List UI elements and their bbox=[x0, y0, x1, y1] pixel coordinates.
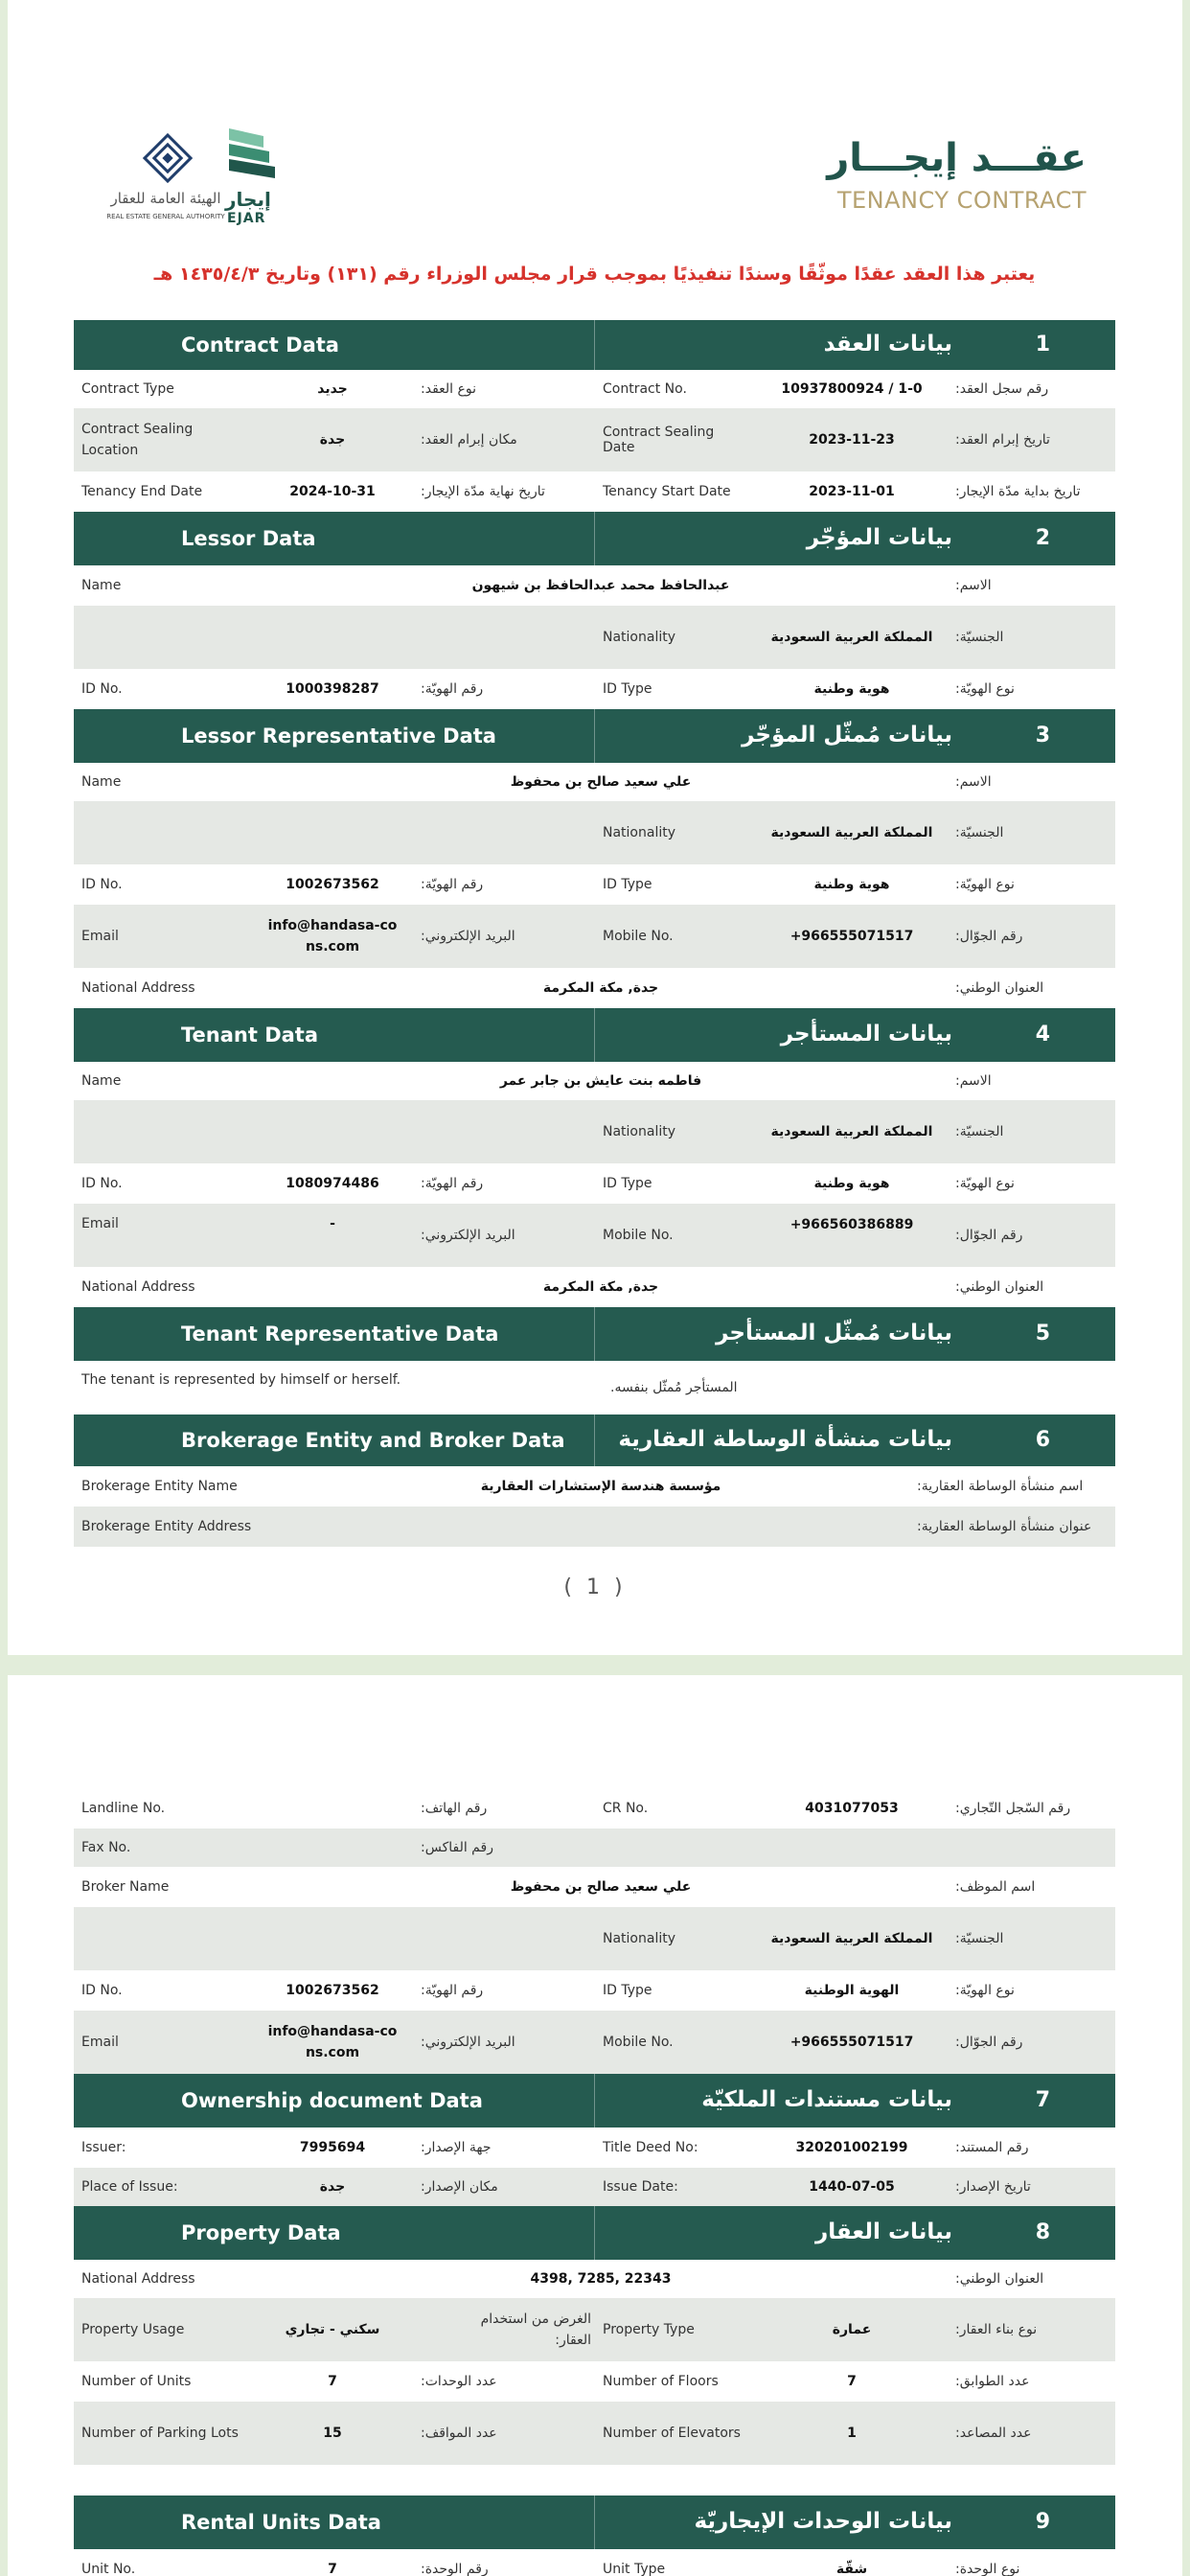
label-ar: البريد الإلكتروني: bbox=[421, 2035, 515, 2050]
label-ar: عدد المصاعد: bbox=[955, 2426, 1032, 2441]
value: هوية وطنية bbox=[813, 681, 890, 697]
label-ar: عدد الوحدات: bbox=[421, 2374, 497, 2389]
label-ar: نوع الهويّة: bbox=[955, 681, 1015, 697]
label-en: Mobile No. bbox=[603, 1228, 674, 1243]
lessor-name-row bbox=[74, 565, 1115, 606]
label-ar: الجنسيّة: bbox=[955, 825, 1004, 840]
tenant-name-row bbox=[74, 1062, 1115, 1100]
broker-nationality-row bbox=[74, 1907, 1115, 1970]
label-en: ID Type bbox=[603, 877, 652, 892]
label-ar: رقم الهويّة: bbox=[421, 1176, 484, 1191]
lessor-id-row bbox=[74, 669, 1115, 709]
label-ar: العنوان الوطني: bbox=[955, 2271, 1044, 2287]
legal-notice: يعتبر هذا العقد عقدًا موثّقًا وسندًا تنفيذيًا بموجب قرار مجلس الوزراء رقم (١٣١) وتاريخ ١٤٣٥/٤/٣ هـ bbox=[153, 264, 1036, 285]
value: سكني - تجاري bbox=[285, 2322, 380, 2337]
value: 10937800924 / 1-0 bbox=[781, 381, 923, 397]
label-ar: تاريخ إبرام العقد: bbox=[955, 432, 1050, 448]
label-ar: رقم الهويّة: bbox=[421, 1983, 484, 1998]
value: المملكة العربية السعودية bbox=[770, 630, 933, 645]
tenant-rep-note-row bbox=[74, 1361, 1115, 1414]
lessor-nationality-row bbox=[74, 606, 1115, 669]
label-ar: عنوان منشأة الوساطة العقارية: bbox=[917, 1519, 1092, 1534]
section-brokerage-header bbox=[74, 1414, 1115, 1466]
label-ar: اسم منشأة الوساطة العقارية: bbox=[917, 1479, 1084, 1494]
value: عمارة bbox=[832, 2322, 872, 2337]
value: 7 bbox=[328, 2562, 337, 2576]
contract-page-1 bbox=[8, 0, 1182, 1655]
value: 1080974486 bbox=[286, 1176, 379, 1191]
label-en: Mobile No. bbox=[603, 2035, 674, 2050]
ejar-logo-mark-icon bbox=[219, 128, 286, 190]
label-en: Place of Issue: bbox=[81, 2179, 178, 2195]
section-title-ar: بيانات المستأجر bbox=[780, 1022, 952, 1046]
section-number: 1 bbox=[1035, 333, 1050, 356]
label-en: ID No. bbox=[81, 877, 123, 892]
label-ar: نوع العقد: bbox=[421, 381, 476, 397]
value: 1002673562 bbox=[286, 877, 379, 892]
label-en: Number of Units bbox=[81, 2374, 192, 2389]
label-ar: رقم المستند: bbox=[955, 2140, 1029, 2155]
label-en: Contract Sealing Location bbox=[81, 422, 194, 458]
label-en: ID No. bbox=[81, 1176, 123, 1191]
label-en: Nationality bbox=[603, 630, 676, 645]
ejar-logo bbox=[219, 128, 286, 224]
label-en: National Address bbox=[81, 2271, 195, 2287]
section-tenant-rep-header bbox=[74, 1307, 1115, 1361]
label-ar: تاريخ نهاية مدّة الإيجار: bbox=[421, 484, 545, 499]
broker-contact-row bbox=[74, 2011, 1115, 2074]
label-ar: الجنسيّة: bbox=[955, 1124, 1004, 1139]
lessor-rep-address-row bbox=[74, 968, 1115, 1008]
cr-value: 4031077053 bbox=[805, 1801, 899, 1816]
section-lessor-header bbox=[74, 512, 1115, 565]
label-ar: البريد الإلكتروني: bbox=[421, 929, 515, 944]
brokerage-entity-row bbox=[74, 1466, 1115, 1506]
label-ar: رقم السّجل التّجاري: bbox=[955, 1801, 1071, 1816]
label-ar: رقم الوحدة: bbox=[421, 2562, 489, 2576]
section-title-ar: بيانات المؤجّر bbox=[806, 525, 952, 550]
rental-unit-row bbox=[74, 2549, 1115, 2576]
note-en: The tenant is represented by himself or herself. bbox=[81, 1372, 401, 1388]
label-en: ID No. bbox=[81, 681, 123, 697]
broker-id-row bbox=[74, 1970, 1115, 2011]
label-en: Unit No. bbox=[81, 2562, 136, 2576]
label-en: Email bbox=[81, 2035, 119, 2050]
property-usage-row bbox=[74, 2298, 1115, 2361]
value: شقّة bbox=[835, 2562, 868, 2576]
label-ar: رقم الجوّال: bbox=[955, 929, 1023, 944]
label-en: Issuer: bbox=[81, 2140, 126, 2155]
section-title-ar: بيانات العقد bbox=[823, 332, 952, 356]
tenant-contact-row bbox=[74, 1204, 1115, 1267]
lessor-rep-name-row bbox=[74, 763, 1115, 801]
section-property-header bbox=[74, 2206, 1115, 2260]
label-ar: رقم الهاتف: bbox=[421, 1801, 488, 1816]
label-en: Broker Name bbox=[81, 1879, 170, 1895]
lessor-rep-contact-row bbox=[74, 905, 1115, 968]
label-ar: مكان الإصدار: bbox=[421, 2179, 498, 2195]
label-ar: جهة الإصدار: bbox=[421, 2140, 492, 2155]
label-ar: العنوان الوطني: bbox=[955, 980, 1044, 996]
contract-row-dates bbox=[74, 472, 1115, 512]
value: 1440-07-05 bbox=[809, 2179, 895, 2195]
section-title-ar: بيانات مُمثّل المؤجّر bbox=[742, 723, 952, 748]
label-en: Nationality bbox=[603, 1124, 676, 1139]
section-number: 9 bbox=[1035, 2510, 1050, 2534]
label-ar: الجنسيّة: bbox=[955, 1931, 1004, 1946]
label-ar: الاسم: bbox=[955, 774, 992, 790]
value: 1 bbox=[847, 2426, 857, 2441]
rega-logo-english: REAL ESTATE GENERAL AUTHORITY bbox=[106, 213, 225, 220]
mobile-value: +966555071517 bbox=[790, 2035, 914, 2050]
section-title-ar: بيانات العقار bbox=[815, 2220, 952, 2244]
label-ar: البريد الإلكتروني: bbox=[421, 1228, 515, 1243]
value: 7 bbox=[328, 2374, 337, 2389]
section-title-en: Contract Data bbox=[181, 334, 339, 356]
value: 15 bbox=[323, 2426, 342, 2441]
value: 7995694 bbox=[299, 2140, 366, 2155]
section-number: 5 bbox=[1035, 1322, 1050, 1346]
label-ar: اسم الموظف: bbox=[955, 1879, 1036, 1895]
label-en: ID Type bbox=[603, 1983, 652, 1998]
tenant-nationality-row bbox=[74, 1100, 1115, 1163]
section-title-en: Property Data bbox=[181, 2221, 341, 2244]
property-address-row bbox=[74, 2260, 1115, 2298]
label-en: Issue Date: bbox=[603, 2179, 678, 2195]
label-en: Title Deed No: bbox=[603, 2140, 698, 2155]
label-en: Email bbox=[81, 1216, 119, 1231]
label-ar: تاريخ الإصدار: bbox=[955, 2179, 1031, 2195]
label-ar: نوع الوحدة: bbox=[955, 2562, 1020, 2576]
label-ar: رقم الفاكس: bbox=[421, 1840, 493, 1855]
ownership-row-1 bbox=[74, 2128, 1115, 2168]
label-ar: العنوان الوطني: bbox=[955, 1279, 1044, 1295]
section-number: 4 bbox=[1035, 1023, 1050, 1046]
section-title-en: Lessor Representative Data bbox=[181, 724, 496, 748]
section-contract-data-header bbox=[74, 320, 1115, 370]
email-value: info@handasa-cons.com bbox=[267, 2024, 398, 2060]
label-en: Brokerage Entity Name bbox=[81, 1479, 238, 1494]
label-en: Name bbox=[81, 1073, 122, 1089]
label-ar: مكان إبرام العقد: bbox=[421, 432, 517, 448]
label-en: Contract Type bbox=[81, 381, 174, 397]
label-en: Name bbox=[81, 774, 122, 790]
label-en: Property Usage bbox=[81, 2322, 185, 2337]
broker-name-row bbox=[74, 1867, 1115, 1907]
label-en: CR No. bbox=[603, 1801, 649, 1816]
value: هوية وطنية bbox=[813, 1176, 890, 1191]
section-title-ar: بيانات مُمثّل المستأجر bbox=[716, 1321, 952, 1346]
brokerage-entity-value: مؤسسة هندسة الإستشارات العقارية bbox=[480, 1479, 721, 1494]
landline-row bbox=[74, 1788, 1115, 1828]
contract-page-2 bbox=[8, 1675, 1182, 2576]
label-ar: نوع الهويّة: bbox=[955, 1176, 1015, 1191]
label-ar: الجنسيّة: bbox=[955, 630, 1004, 645]
page-number: ( 1 ) bbox=[563, 1576, 627, 1599]
label-en: Contract No. bbox=[603, 381, 687, 397]
contract-row-type bbox=[74, 370, 1115, 408]
mobile-value: +966560386889 bbox=[790, 1217, 914, 1232]
label-en: Nationality bbox=[603, 825, 676, 840]
label-en: Number of Parking Lots bbox=[81, 2426, 239, 2441]
section-title-ar: بيانات الوحدات الإيجاريّة bbox=[694, 2509, 952, 2534]
value: 320201002199 bbox=[795, 2140, 908, 2155]
tenant-address-row bbox=[74, 1267, 1115, 1307]
address-value: جدة, مكة المكرمة bbox=[542, 1279, 659, 1295]
spacer bbox=[74, 2465, 1115, 2496]
section-number: 2 bbox=[1035, 526, 1050, 550]
contract-header bbox=[74, 107, 1115, 309]
label-ar: الاسم: bbox=[955, 578, 992, 593]
label-en: Number of Elevators bbox=[603, 2426, 741, 2441]
note-ar: المستأجر مُمثّل بنفسه. bbox=[610, 1380, 738, 1395]
value: جدة bbox=[319, 2179, 346, 2195]
label-en: Nationality bbox=[603, 1931, 676, 1946]
label-ar: نوع بناء العقار: bbox=[955, 2322, 1038, 2337]
value: 2023-11-23 bbox=[809, 432, 895, 448]
address-value: جدة, مكة المكرمة bbox=[542, 980, 659, 996]
value: المملكة العربية السعودية bbox=[770, 1124, 933, 1139]
mobile-value: +966555071517 bbox=[790, 929, 914, 944]
section-number: 3 bbox=[1035, 724, 1050, 748]
email-value: - bbox=[330, 1216, 335, 1231]
section-title-en: Brokerage Entity and Broker Data bbox=[181, 1429, 565, 1452]
value: 2023-11-01 bbox=[809, 484, 895, 499]
section-title-en: Tenant Representative Data bbox=[181, 1322, 499, 1346]
section-lessor-rep-header bbox=[74, 709, 1115, 763]
address-value: 4398, 7285, 22343 bbox=[530, 2271, 672, 2287]
tenant-id-row bbox=[74, 1163, 1115, 1204]
rega-logo-arabic: الهيئة العامة للعقار bbox=[110, 190, 221, 207]
label-ar: الغرض من استخدام العقار: bbox=[480, 2312, 591, 2348]
label-ar: عدد المواقف: bbox=[421, 2426, 497, 2441]
contract-row-sealing bbox=[74, 408, 1115, 472]
label-en: National Address bbox=[81, 1279, 195, 1295]
label-en: Contract Sealing Date bbox=[603, 425, 715, 455]
title-arabic: عقـــد إيجـــار bbox=[827, 136, 1087, 180]
ejar-logo-arabic: إيجار bbox=[225, 188, 271, 211]
property-parking-row bbox=[74, 2402, 1115, 2465]
label-en: ID Type bbox=[603, 681, 652, 697]
tenant-name-value: فاطمه بنت عايش بن جابر عمر bbox=[499, 1073, 702, 1089]
label-ar: رقم الجوّال: bbox=[955, 2035, 1023, 2050]
label-ar: نوع الهويّة: bbox=[955, 877, 1015, 892]
value: جدة bbox=[319, 432, 346, 448]
rega-logo-mark-icon bbox=[135, 130, 202, 188]
section-title-en: Lessor Data bbox=[181, 527, 316, 550]
property-units-row bbox=[74, 2361, 1115, 2402]
value: 7 bbox=[847, 2374, 857, 2389]
value: المملكة العربية السعودية bbox=[770, 1931, 933, 1946]
value: الهوية الوطنية bbox=[804, 1983, 900, 1998]
label-ar: رقم سجل العقد: bbox=[955, 381, 1049, 397]
fax-row bbox=[74, 1828, 1115, 1867]
email-value: info@handasa-cons.com bbox=[267, 918, 398, 954]
rega-logo bbox=[95, 130, 225, 226]
label-en: Name bbox=[81, 578, 122, 593]
label-en: Number of Floors bbox=[603, 2374, 719, 2389]
label-en: Brokerage Entity Address bbox=[81, 1519, 252, 1534]
section-title-en: Rental Units Data bbox=[181, 2511, 381, 2534]
value: 2024-10-31 bbox=[289, 484, 376, 499]
section-tenant-header bbox=[74, 1008, 1115, 1062]
label-en: Email bbox=[81, 929, 119, 944]
label-ar: عدد الطوابق: bbox=[955, 2374, 1030, 2389]
section-title-en: Tenant Data bbox=[181, 1024, 319, 1046]
section-number: 6 bbox=[1035, 1428, 1050, 1452]
ejar-logo-english: EJAR bbox=[227, 211, 266, 226]
label-ar: رقم الهويّة: bbox=[421, 877, 484, 892]
section-number: 7 bbox=[1035, 2088, 1050, 2112]
value: المملكة العربية السعودية bbox=[770, 825, 933, 840]
label-ar: رقم الجوّال: bbox=[955, 1228, 1023, 1243]
label-ar: الاسم: bbox=[955, 1073, 992, 1089]
label-en: Property Type bbox=[603, 2322, 695, 2337]
label-en: Tenancy End Date bbox=[81, 484, 203, 499]
value: هوية وطنية bbox=[813, 877, 890, 892]
section-title-en: Ownership document Data bbox=[181, 2089, 483, 2112]
lessor-rep-name-value: علي سعيد صالح بن محفوظ bbox=[510, 774, 692, 790]
label-en: Tenancy Start Date bbox=[603, 484, 731, 499]
section-title-ar: بيانات مستندات الملكيّة bbox=[701, 2087, 952, 2112]
section-ownership-header bbox=[74, 2074, 1115, 2128]
lessor-rep-id-row bbox=[74, 864, 1115, 905]
broker-name-value: علي سعيد صالح بن محفوظ bbox=[510, 1879, 692, 1895]
page2-body bbox=[74, 1788, 1115, 2576]
value: 1002673562 bbox=[286, 1983, 379, 1998]
page1-body bbox=[74, 320, 1115, 1547]
brokerage-address-row bbox=[74, 1506, 1115, 1547]
ownership-row-2 bbox=[74, 2168, 1115, 2206]
lessor-name-value: عبدالحافظ محمد عبدالحافظ بن شيهون bbox=[471, 578, 730, 593]
label-en: Mobile No. bbox=[603, 929, 674, 944]
value: 1000398287 bbox=[286, 681, 379, 697]
label-ar: رقم الهويّة: bbox=[421, 681, 484, 697]
title-english: TENANCY CONTRACT bbox=[836, 187, 1087, 214]
section-rental-units-header bbox=[74, 2496, 1115, 2549]
label-en: Unit Type bbox=[603, 2562, 666, 2576]
label-ar: نوع الهويّة: bbox=[955, 1983, 1015, 1998]
label-en: National Address bbox=[81, 980, 195, 996]
label-en: ID Type bbox=[603, 1176, 652, 1191]
lessor-rep-nationality-row bbox=[74, 801, 1115, 864]
label-en: Fax No. bbox=[81, 1840, 131, 1855]
value: جديد bbox=[317, 381, 348, 397]
section-title-ar: بيانات منشأة الوساطة العقارية bbox=[618, 1427, 952, 1452]
section-number: 8 bbox=[1035, 2220, 1050, 2244]
label-en: Landline No. bbox=[81, 1801, 166, 1816]
label-ar: تاريخ بداية مدّة الإيجار: bbox=[955, 484, 1081, 499]
label-en: ID No. bbox=[81, 1983, 123, 1998]
